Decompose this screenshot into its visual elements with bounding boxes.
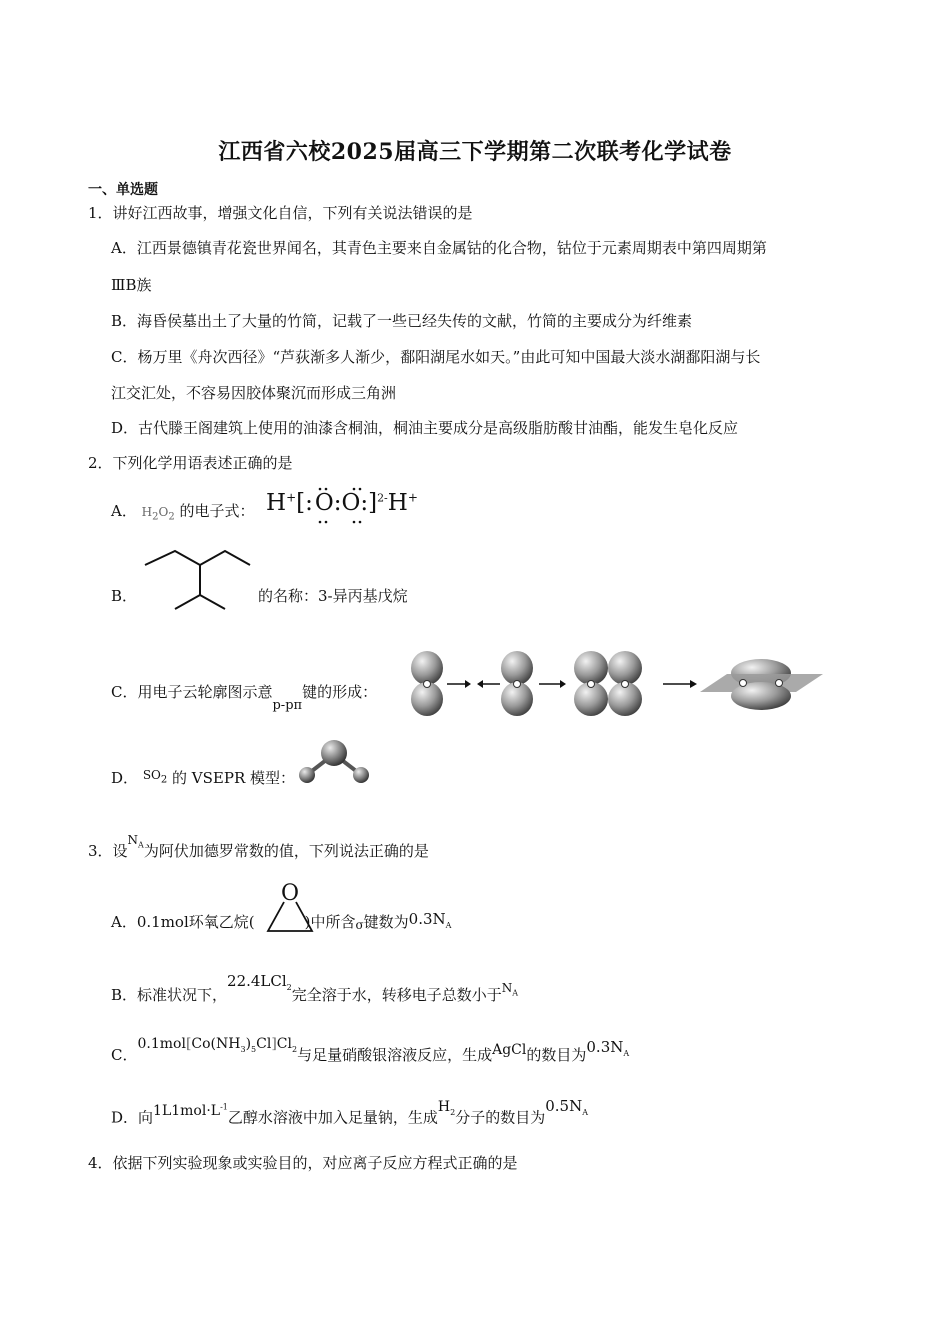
value-0.3na: $0.3N_A$	[408, 910, 452, 930]
h2-formula: $H_2$	[437, 1098, 456, 1117]
option-text: 的 VSEPR 模型：	[172, 769, 296, 787]
value-0.3na: $0.3N_A$	[586, 1038, 630, 1058]
q3-option-b	[111, 972, 519, 1012]
complex-formula: $0.1mol[Co(NH_3)_5Cl]Cl_2$	[137, 1036, 298, 1054]
q3-option-c	[111, 1036, 630, 1072]
skeletal-structure	[140, 543, 260, 613]
electron-h-left: H	[266, 490, 287, 516]
option-text-3: 分子的数目为	[455, 1108, 546, 1127]
lone-pair-dots	[300, 486, 420, 526]
option-text-3: 键数为	[363, 913, 409, 931]
electron-h-right: H	[387, 490, 408, 516]
so2-formula: SO2	[142, 768, 168, 786]
stem-prefix: 3．设	[88, 842, 128, 860]
option-text-2: 的数目为	[526, 1046, 587, 1064]
option-text: B．标准状况下，	[111, 986, 228, 1004]
q2-option-a	[111, 501, 254, 527]
vsepr-model	[296, 737, 376, 787]
p-orbital-pair	[574, 651, 642, 716]
sigma-symbol: σ	[355, 918, 364, 932]
electron-o1: O	[314, 490, 334, 516]
option-text: 与足量硝酸银溶液反应，生成	[297, 1046, 493, 1064]
option-label: C．	[111, 1046, 138, 1064]
question-1-stem: 1．讲好江西故事，增强文化自信，下列有关说法错误的是	[88, 204, 473, 222]
p-orbital-2	[501, 651, 533, 716]
q1-option-a: A．江西景德镇青花瓷世界闻名，其青色主要来自金属钴的化合物，钴位于元素周期表中第四周期第	[111, 239, 767, 257]
q1-option-c-cont: 江交汇处，不容易因胶体聚沉而形成三角洲	[111, 384, 397, 402]
electron-o2: O	[341, 490, 361, 516]
p-orbital-1	[411, 651, 443, 716]
option-text: D．向	[111, 1108, 154, 1127]
bond-type: p-pπ	[272, 698, 303, 713]
option-text-2: )中所含	[304, 913, 356, 931]
q1-option-b: B．海昏侯墓出土了大量的竹简，记载了一些已经失传的文献，竹简的主要成分为纤维素	[111, 312, 693, 330]
question-4-stem: 4．依据下列实验现象或实验目的，对应离子反应方程式正确的是	[88, 1154, 518, 1172]
question-3-stem	[88, 833, 429, 867]
q1-option-a-cont: ⅢB族	[111, 276, 152, 294]
pi-bond	[700, 659, 823, 710]
option-text: 的电子式：	[179, 502, 255, 520]
cl2-amount: 22.4LCl$_2$	[227, 972, 292, 992]
stem-suffix: 为阿伏加德罗常数的值，下列说法正确的是	[143, 842, 429, 860]
page-title: 江西省六校2025届高三下学期第二次联考化学试卷	[218, 139, 732, 165]
q2-option-c	[111, 682, 378, 713]
electron-charge: 2-	[377, 491, 388, 505]
value-0.5na: $0.5N_A$	[545, 1096, 588, 1117]
na-symbol: NA	[127, 833, 144, 850]
q1-option-c: C．杨万里《舟次西径》“芦荻渐多人渐少，鄱阳湖尾水如天。”由此可知中国最大淡水湖鄱阳湖与长	[111, 348, 761, 366]
orbital-overlap-diagram	[405, 650, 825, 720]
option-text: A．0.1mol环氧乙烷(	[111, 913, 255, 931]
option-text: C．用电子云轮廓图示意	[111, 683, 273, 701]
section-heading: 一、单选题	[88, 182, 158, 198]
agcl-formula: AgCl	[492, 1042, 527, 1058]
option-text-2: 乙醇水溶液中加入足量钠，生成	[227, 1108, 438, 1127]
q2-option-b-label: B．	[111, 587, 138, 605]
option-suffix: 键的形成：	[302, 683, 378, 701]
question-2-stem: 2．下列化学用语表述正确的是	[88, 454, 293, 472]
q2-option-d	[111, 768, 295, 794]
option-label: D．	[111, 769, 139, 787]
q3-option-d	[111, 1096, 588, 1135]
h2o2-formula: $H_2O_2$	[141, 505, 175, 523]
concentration: $1L1mol\cdot L^{-1}$	[153, 1102, 228, 1119]
epoxide-oxygen: O	[281, 881, 300, 906]
electron-formula: H+[:O:O:]$^{2-}$H+	[266, 490, 418, 516]
epoxide-ring	[262, 893, 322, 933]
option-label: A．	[111, 502, 137, 520]
q2-option-b-text: 的名称：3-异丙基戊烷	[258, 587, 408, 605]
na-symbol: NA	[501, 981, 519, 998]
option-text-2: 完全溶于水，转移电子总数小于	[291, 986, 502, 1004]
q1-option-d: D．古代滕王阁建筑上使用的油漆含桐油，桐油主要成分是高级脂肪酸甘油酯，能发生皂化反应	[111, 419, 739, 437]
